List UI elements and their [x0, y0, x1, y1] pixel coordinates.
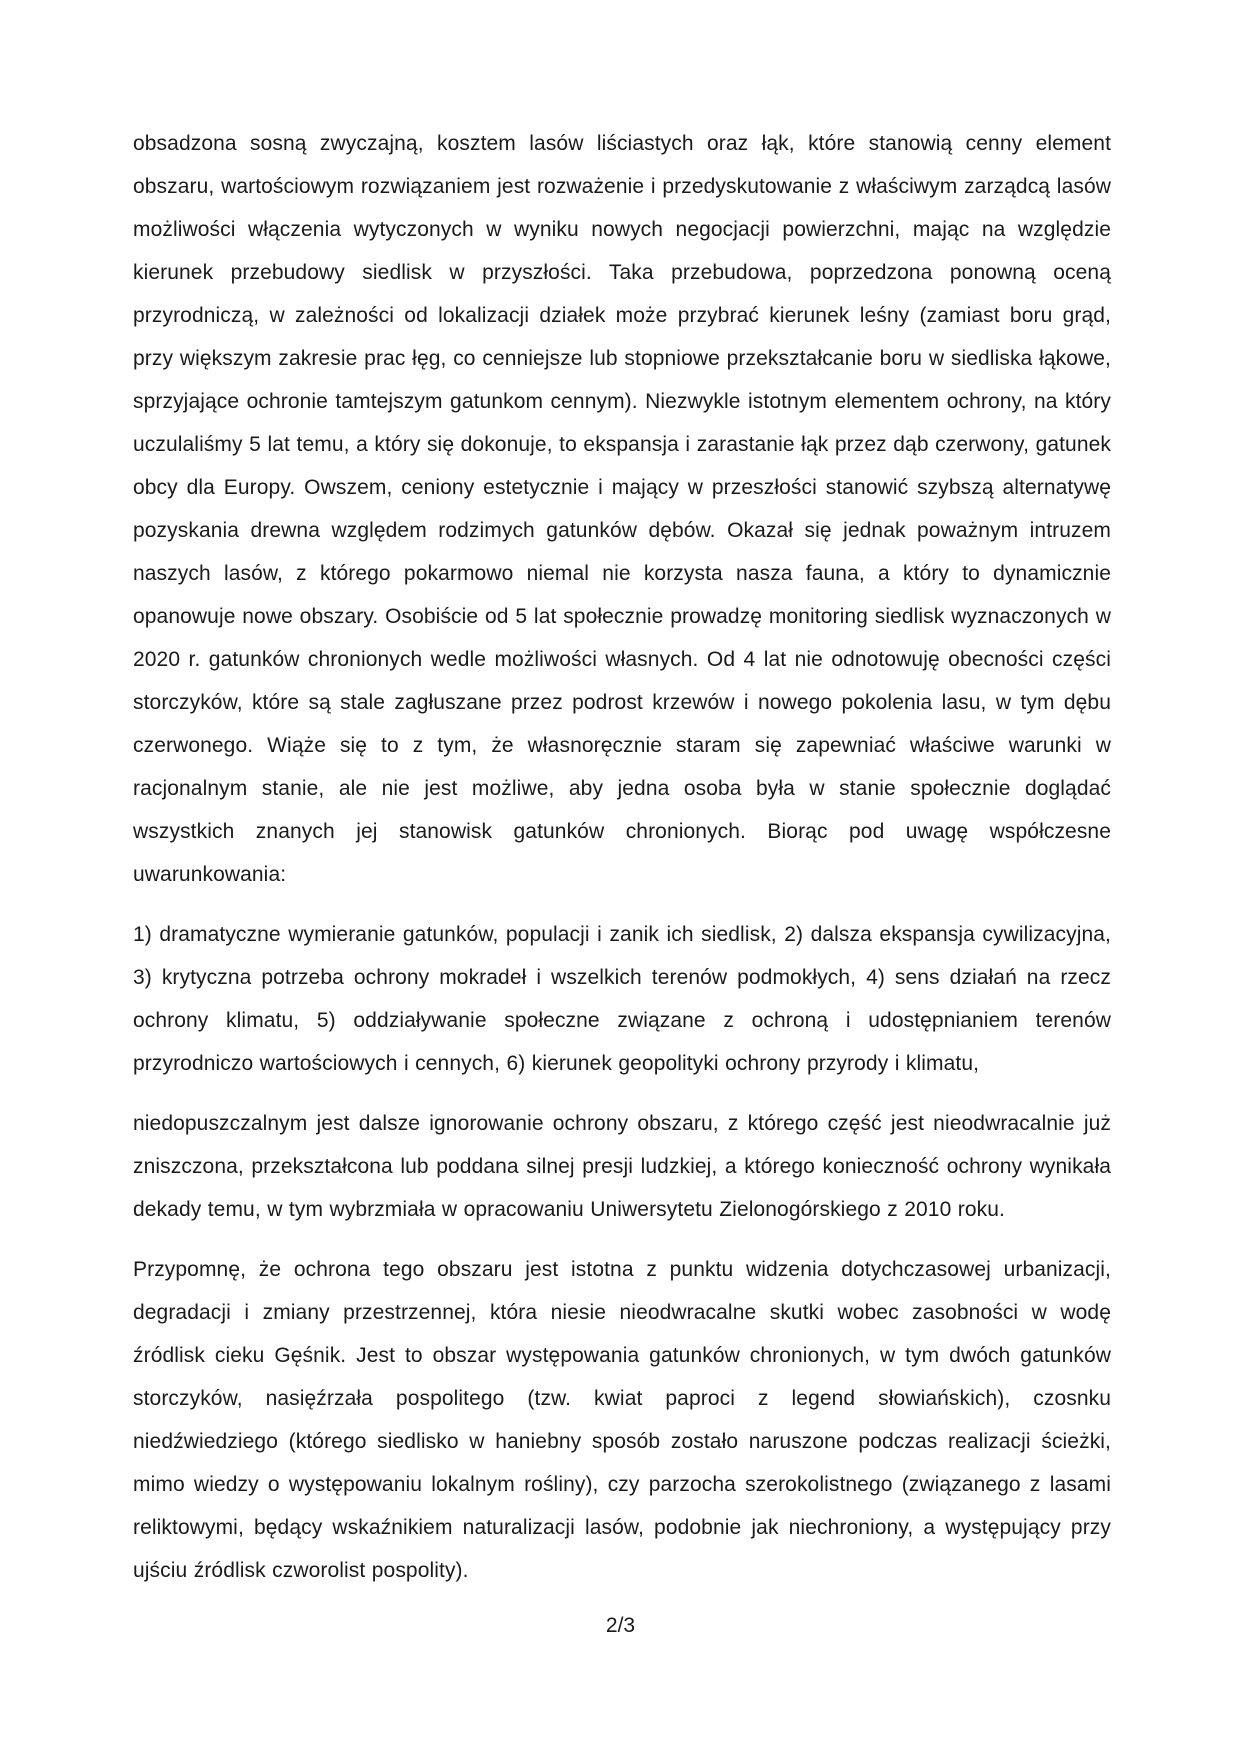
- paragraph-reminder: Przypomnę, że ochrona tego obszaru jest istotna z punktu widzenia dotychczasowej urbanizacji, degradacji i zmiany przestrzennej, która niesie nieodwracalne skutki wobec zasobności w wodę źródlisk cieku Gęśnik. Jest to obszar występowania gatunków chronionych, w tym dwóch gatunków storczyków, nasięźrzała pospolitego (tzw. kwiat paproci z legend słowiańskich), czosnku niedźwiedziego (którego siedlisko w haniebny sposób zostało naruszone podczas realizacji ścieżki, mimo wiedzy o występowaniu lokalnym rośliny), czy parzocha szerokolistnego (związanego z lasami reliktowymi, będący wskaźnikiem naturalizacji lasów, podobnie jak niechroniony, a występujący przy ujściu źródlisk czworolist pospolity).: [133, 1258, 1111, 1582]
- paragraph-numbered-conditions: 1) dramatyczne wymieranie gatunków, populacji i zanik ich siedlisk, 2) dalsza ekspansja cywilizacyjna, 3) krytyczna potrzeba ochrony mokradeł i wszelkich terenów podmokłych, 4) sens działań na rzecz ochrony klimatu, 5) oddziaływanie społeczne związane z ochroną i udostępnianiem terenów przyrodniczo wartościowych i cennych, 6) kierunek geopolityki ochrony przyrody i klimatu,: [133, 923, 1111, 1075]
- page-footer: [0, 1612, 1241, 1640]
- page-number: 2/3: [605, 1614, 636, 1637]
- paragraph-conclusion: niedopuszczalnym jest dalsze ignorowanie ochrony obszaru, z którego część jest nieodwracalnie już zniszczona, przekształcona lub poddana silnej presji ludzkiej, a którego konieczność ochrony wynikała dekady temu, w tym wybrzmiała w opracowaniu Uniwersytetu Zielonogórskiego z 2010 roku.: [133, 1112, 1111, 1221]
- document-body: [133, 122, 1111, 1592]
- paragraph-intro-continuation: obsadzona sosną zwyczajną, kosztem lasów liściastych oraz łąk, które stanowią cenny element obszaru, wartościowym rozwiązaniem jest rozważenie i przedyskutowanie z właściwym zarządcą lasów możliwości włączenia wytyczonych w wyniku nowych negocjacji powierzchni, mając na względzie kierunek przebudowy siedlisk w przyszłości. Taka przebudowa, poprzedzona ponowną oceną przyrodniczą, w zależności od lokalizacji działek może przybrać kierunek leśny (zamiast boru grąd, przy większym zakresie prac łęg, co cenniejsze lub stopniowe przekształcanie boru w siedliska łąkowe, sprzyjające ochronie tamtejszym gatunkom cennym). Niezwykle istotnym elementem ochrony, na który uczulaliśmy 5 lat temu, a który się dokonuje, to ekspansja i zarastanie łąk przez dąb czerwony, gatunek obcy dla Europy. Owszem, ceniony estetycznie i mający w przeszłości stanowić szybszą alternatywę pozyskania drewna względem rodzimych gatunków dębów. Okazał się jednak poważnym intruzem naszych lasów, z którego pokarmowo niemal nie korzysta nasza fauna, a który to dynamicznie opanowuje nowe obszary. Osobiście od 5 lat społecznie prowadzę monitoring siedlisk wyznaczonych w 2020 r. gatunków chronionych wedle możliwości własnych. Od 4 lat nie odnotowuję obecności części storczyków, które są stale zagłuszane przez podrost krzewów i nowego pokolenia lasu, w tym dębu czerwonego. Wiąże się to z tym, że własnoręcznie staram się zapewniać właściwe warunki w racjonalnym stanie, ale nie jest możliwe, aby jedna osoba była w stanie społecznie doglądać wszystkich znanych jej stanowisk gatunków chronionych. Biorąc pod uwagę współczesne uwarunkowania:: [133, 132, 1111, 886]
